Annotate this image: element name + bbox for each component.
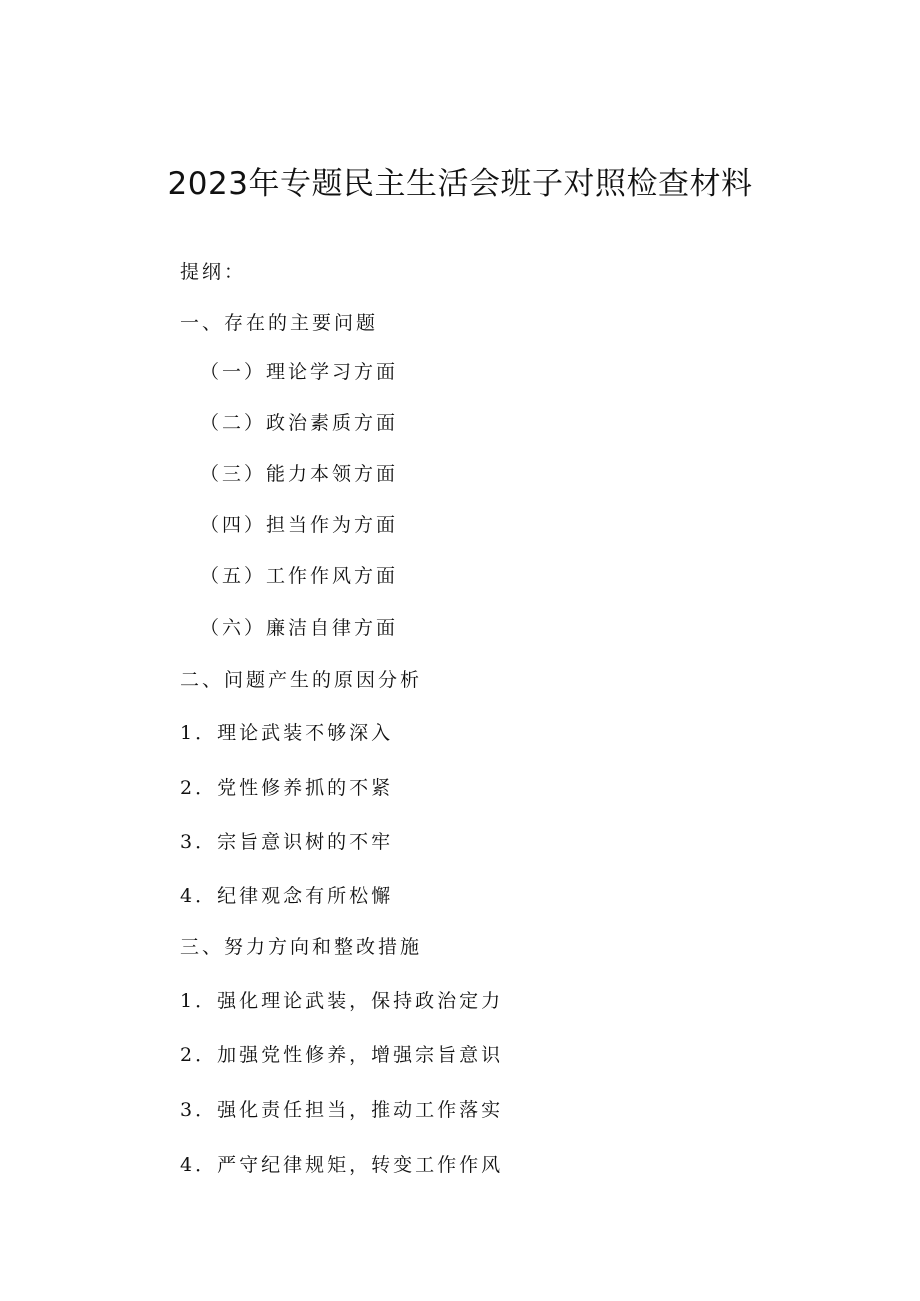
section-heading-1: 一、存在的主要问题 [180, 312, 379, 334]
section2-item: 1．理论武装不够深入 [180, 722, 394, 744]
section3-item: 4．严守纪律规矩，转变工作作风 [180, 1154, 504, 1176]
outline-label: 提纲： [180, 261, 247, 283]
section1-item: （四）担当作为方面 [200, 514, 399, 536]
section1-item: （二）政治素质方面 [200, 412, 399, 434]
section1-item: （五）工作作风方面 [200, 565, 399, 587]
section2-item: 2．党性修养抓的不紧 [180, 777, 394, 799]
section3-item: 3．强化责任担当，推动工作落实 [180, 1099, 504, 1121]
document-title: 2023年专题民主生活会班子对照检查材料 [167, 166, 753, 202]
section1-item: （六）廉洁自律方面 [200, 617, 399, 639]
section3-item: 1．强化理论武装，保持政治定力 [180, 990, 504, 1012]
section3-item: 2．加强党性修养，增强宗旨意识 [180, 1044, 504, 1066]
section1-item: （三）能力本领方面 [200, 463, 399, 485]
section2-item: 3．宗旨意识树的不牢 [180, 831, 394, 853]
section-heading-3: 三、努力方向和整改措施 [180, 936, 423, 958]
section-heading-2: 二、问题产生的原因分析 [180, 669, 423, 691]
section1-item: （一）理论学习方面 [200, 361, 399, 383]
section2-item: 4．纪律观念有所松懈 [180, 885, 394, 907]
